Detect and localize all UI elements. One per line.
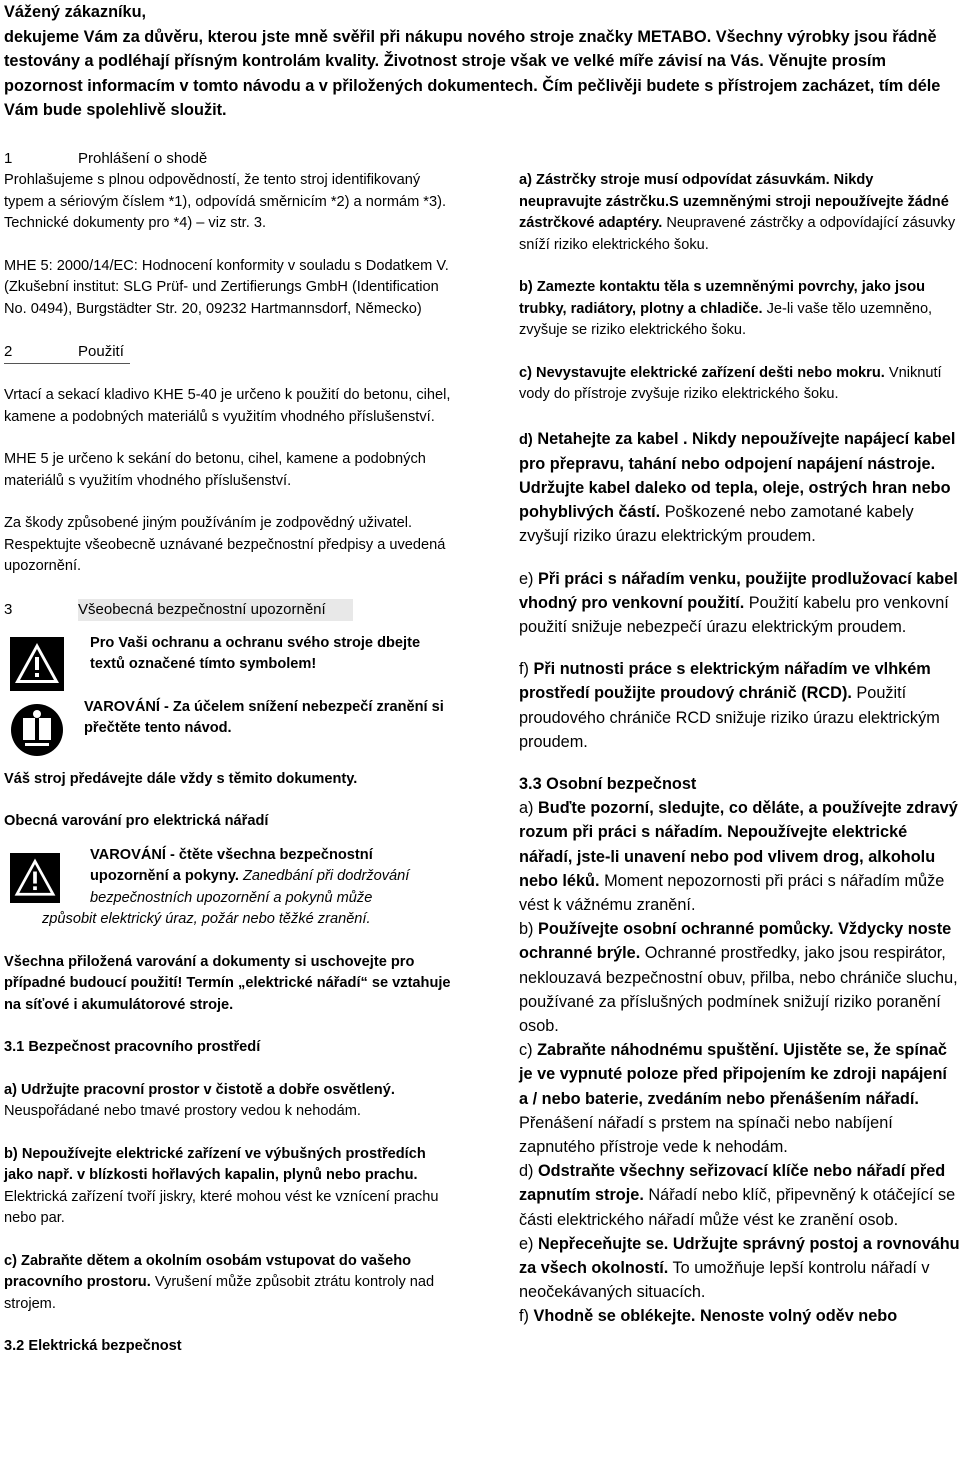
left-column: [4, 148, 454, 1358]
rule-3-1-c: c) Zabraňte dětem a okolním osobám vstupovat do vašeho pracovního prostoru. Vyrušení může způsobit ztrátu kontroly nad strojem.: [4, 1252, 435, 1312]
intro-text: dekujeme Vám za důvěru, kterou jste mně svěřil při nákupu nového stroje značky METABO. Všechny výrobky jsou řádně testovány a podléhají přísným kontrolám kvality. Životnost stroje však ve velké míře závisí na Vás. Věnujte prosím pozornost informacím v tomto návodu a v přiložených dokumentech. Čím pečlivěji budete s přístrojem zacházet, tím déle Vám bude spolehlivě sloužit.: [4, 27, 941, 119]
section-2-header: [4, 341, 130, 364]
warning-triangle-icon: [10, 853, 60, 903]
rule-3-3-b: b) Používejte osobní ochranné pomůcky. Vždycky noste ochranné brýle. Ochranné prostředky, jako jsou respirátor, neklouzavá bezpečnostní obuv, přilba, nebo chrániče sluchu, používané za příslušných podmínek snižují riziko poranění osob.: [519, 920, 958, 1035]
general-warnings-title: Obecná varování pro elektrická nářadí: [4, 813, 269, 829]
section-title: Všeobecná bezpečnostní upozornění: [78, 600, 326, 618]
section-1-header: [4, 148, 454, 170]
read-manual-icon: [10, 703, 64, 757]
rule-3-3-c: c) Zabraňte náhodnému spuštění. Ujistěte se, že spínač je ve vypnuté poloze před připojením ke zdroji napájení a / nebo baterie, zvedáním nebo přenášením nářadí. Přenášení nářadí s prstem na spínači nebo nabíjení zapnutého přístroje vede k nehodám.: [519, 1041, 947, 1156]
use-text-2: MHE 5 je určeno k sekání do betonu, cihel, kamene a podobných materiálů s využitím vhodného příslušenství.: [4, 451, 426, 489]
rule-3-2-e: e) Při práci s nářadím venku, použijte prodlužovací kabel vhodný pro venkovní použití. Použití kabelu pro venkovní použití snižuje nebezpečí úrazu elektrickým proudem.: [519, 569, 958, 636]
warning-row-read-all: [4, 845, 454, 931]
rule-3-1-b: b) Nepoužívejte elektrické zařízení ve výbušných prostředích jako např. v blízkosti hořlavých kapalin, plynů nebo prachu. Elektrická zařízení tvoří jiskry, které mohou vést ke vznícení prachu nebo par.: [4, 1145, 439, 1226]
intro: [4, 0, 956, 123]
section-3-2-title: 3.2 Elektrická bezpečnost: [4, 1338, 182, 1354]
rule-3-3-f: f) Vhodně se oblékejte. Nenoste volný oděv nebo: [519, 1307, 898, 1326]
warning-row-symbol: [4, 633, 454, 697]
warning-consequence: způsobit elektrický úraz, požár nebo těžké zranění.: [42, 911, 371, 927]
use-text-1: Vrtací a sekací kladivo KHE 5-40 je určeno k použití do betonu, cihel, kamene a podobných materiálů s využitím vhodného příslušenství.: [4, 387, 451, 425]
warning-triangle-icon: [10, 637, 64, 691]
rule-3-3-a: a) Buďte pozorní, sledujte, co děláte, a používejte zdravý rozum při práci s nářadím. Nepoužívejte elektrické nářadí, jste-li unavení nebo pod vlivem drog, alkoholu nebo léků. Moment nepozornosti při práci s nářadím může vést k vážnému zranění.: [519, 799, 958, 914]
warning-read-all-text: VAROVÁNÍ - čtěte všechna bezpečnostní upozornění a pokyny. Zanedbání při dodržování bezpečnostních upozornění a pokynů může: [90, 846, 410, 906]
rule-3-2-a: a) Zástrčky stroje musí odpovídat zásuvkám. Nikdy neupravujte zástrčku.S uzemněnými stroji nepoužívejte žádné zástrčkové adaptéry. Neupravené zástrčky a odpovídající zásuvky sníží riziko elektrického šoku.: [519, 172, 956, 253]
section-number: 3: [4, 599, 78, 621]
rule-3-2-b: b) Zamezte kontaktu těla s uzemněnými povrchy, jako jsou trubky, radiátory, plotny a chladiče. Je-li vaše tělo uzemněno, zvyšuje se riziko elektrického šoku.: [519, 279, 933, 338]
rule-3-2-c: c) Nevystavujte elektrické zařízení dešti nebo mokru. Vniknutí vody do přístroje zvyšuje riziko elektrického šoku.: [519, 364, 942, 402]
section-number: 1: [4, 150, 13, 167]
section-3-3-title: 3.3 Osobní bezpečnost: [519, 774, 697, 793]
section-3-header: [4, 599, 353, 621]
rule-3-2-f: f) Při nutnosti práce s elektrickým nářadím ve vlhkém prostředí použijte proudový chránič (RCD). Použití proudového chrániče RCD snižuje riziko úrazu elektrickým proudem.: [519, 660, 940, 751]
conformity-text: MHE 5: 2000/14/EC: Hodnocení konformity v souladu s Dodatkem V. (Zkušební institut: SLG Prüf- und Zertifierungs GmbH (Identification No. 0494), Burgstädter Str. 20, 09232 Hartmannsdorf, Německo): [4, 257, 449, 317]
use-text-3: Za škody způsobené jiným používáním je zodpovědný uživatel. Respektujte všeobecně uznávané bezpečnostní předpisy a uvedená upozornění.: [4, 515, 446, 574]
section-3-1-title: 3.1 Bezpečnost pracovního prostředí: [4, 1039, 261, 1055]
rule-3-2-d: d) Netahejte za kabel . Nikdy nepoužívejte napájecí kabel pro přepravu, tahání nebo odpojení napájení nástroje. Udržujte kabel daleko od tepla, oleje, ostrých hran nebo pohyblivých částí. Poškozené nebo zamotané kabely zvyšují riziko úrazu elektrickým proudem.: [519, 429, 956, 546]
rule-3-1-a: a) Udržujte pracovní prostor v čistotě a dobře osvětlený. Neuspořádané nebo tmavé prostory vedou k nehodám.: [4, 1081, 395, 1119]
declaration-text: Prohlašujeme s plnou odpovědností, že tento stroj identifikovaný typem a sériovým číslem *1), odpovídá směrnicím *2) a normám *3). Technické dokumenty pro *4) – viz str. 3.: [4, 172, 447, 231]
keep-documents-text: Všechna přiložená varování a dokumenty si uschovejte pro případné budoucí použití! Termín „elektrické nářadí“ se vztahuje na síťové i akumulátorové stroje.: [4, 953, 451, 1013]
warning-row-manual: [4, 697, 454, 769]
section-title: Prohlášení o shodě: [78, 150, 208, 167]
right-column: [519, 170, 960, 1329]
warning-manual-text: VAROVÁNÍ - Za účelem snížení nebezpečí zranění si přečtěte tento návod.: [84, 698, 444, 736]
section-number: 2: [4, 343, 13, 360]
rule-3-3-e: e) Nepřeceňujte se. Udržujte správný postoj a rovnováhu za všech okolností. To umožňuje lepší kontrolu nářadí v neočekávaných situacích.: [519, 1234, 960, 1302]
greeting: Vážený zákazníku,: [4, 3, 147, 21]
section-title: Použití: [78, 343, 124, 360]
rule-3-3-d: d) Odstraňte všechny seřizovací klíče nebo nářadí před zapnutím stroje. Nářadí nebo klíč, připevněný k otáčející se části elektrického nářadí může vést ke zranění osob.: [519, 1162, 956, 1229]
warning-symbol-text: Pro Vaši ochranu a ochranu svého stroje dbejte textů označené tímto symbolem!: [90, 634, 421, 672]
pass-on-text: Váš stroj předávejte dále vždy s těmito dokumenty.: [4, 770, 358, 787]
